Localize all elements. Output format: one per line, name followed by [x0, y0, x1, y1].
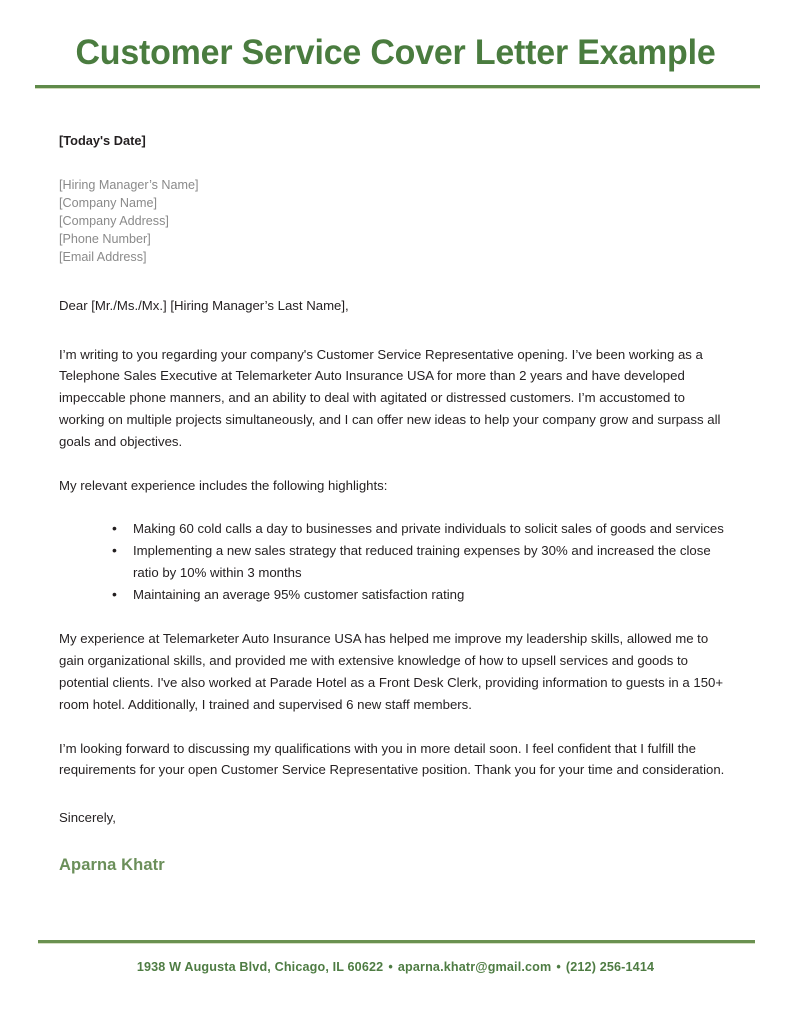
- footer-divider: [38, 940, 755, 944]
- closing-line: Sincerely,: [59, 810, 116, 826]
- recipient-line: [Email Address]: [59, 249, 147, 264]
- footer-phone: (212) 256-1414: [565, 960, 655, 974]
- list-item: • Making 60 cold calls a day to businesses and private individuals to solicit sales of goods and services: [112, 518, 729, 540]
- signature-name: Aparna Khatr: [59, 855, 165, 874]
- recipient-line: [Hiring Manager’s Name]: [59, 178, 199, 193]
- footer-separator-icon: •: [388, 960, 393, 974]
- recipient-line: [Company Address]: [59, 214, 169, 229]
- date-line: [Today's Date]: [59, 132, 146, 148]
- paragraph-closing: I’m looking forward to discussing my qualifications with you in more detail soon. I feel confident that I fulfill the requirements for your open Customer Service Representative position. Thank you for your time and consideration.: [59, 740, 725, 778]
- list-item: • Implementing a new sales strategy that reduced training expenses by 30% and increased the close ratio by 10% within 3 months: [112, 540, 729, 584]
- letter-footer: [0, 940, 791, 1024]
- letter-body: [0, 130, 791, 877]
- footer-address: 1938 W Augusta Blvd, Chicago, IL 60622: [136, 960, 384, 974]
- list-item: • Maintaining an average 95% customer satisfaction rating: [112, 584, 729, 606]
- paragraph-intro: I’m writing to you regarding your company's Customer Service Representative opening. I’ve been working as a Telephone Sales Executive at Telemarketer Auto Insurance USA for more than 2 years and have developed impeccable phone manners, and an ability to deal with agitated or distressed customers. I’m accustomed to working on multiple projects simultaneously, and I can offer new ideas to help your company grow and surpass all goals and objectives.: [59, 346, 721, 449]
- header-divider: [35, 85, 760, 89]
- page-title: Customer Service Cover Letter Example: [75, 33, 716, 72]
- recipient-address-block: [59, 177, 729, 267]
- highlights-intro: My relevant experience includes the following highlights:: [59, 477, 388, 493]
- highlights-list: [59, 518, 729, 606]
- recipient-line: [Company Name]: [59, 196, 157, 211]
- footer-contact-line: [0, 960, 791, 974]
- paragraph-experience: My experience at Telemarketer Auto Insurance USA has helped me improve my leadership skills, allowed me to gain organizational skills, and provided me with extensive knowledge of how to upsell services and goods to potential clients. I've also worked at Parade Hotel as a Front Desk Clerk, providing information to guests in a 150+ room hotel. Additionally, I trained and supervised 6 new staff members.: [59, 631, 724, 712]
- footer-separator-icon: •: [556, 960, 561, 974]
- recipient-line: [Phone Number]: [59, 232, 151, 247]
- salutation: Dear [Mr./Ms./Mx.] [Hiring Manager’s Last Name],: [59, 297, 349, 313]
- letter-header: [0, 0, 791, 89]
- footer-email: aparna.khatr@gmail.com: [397, 960, 552, 974]
